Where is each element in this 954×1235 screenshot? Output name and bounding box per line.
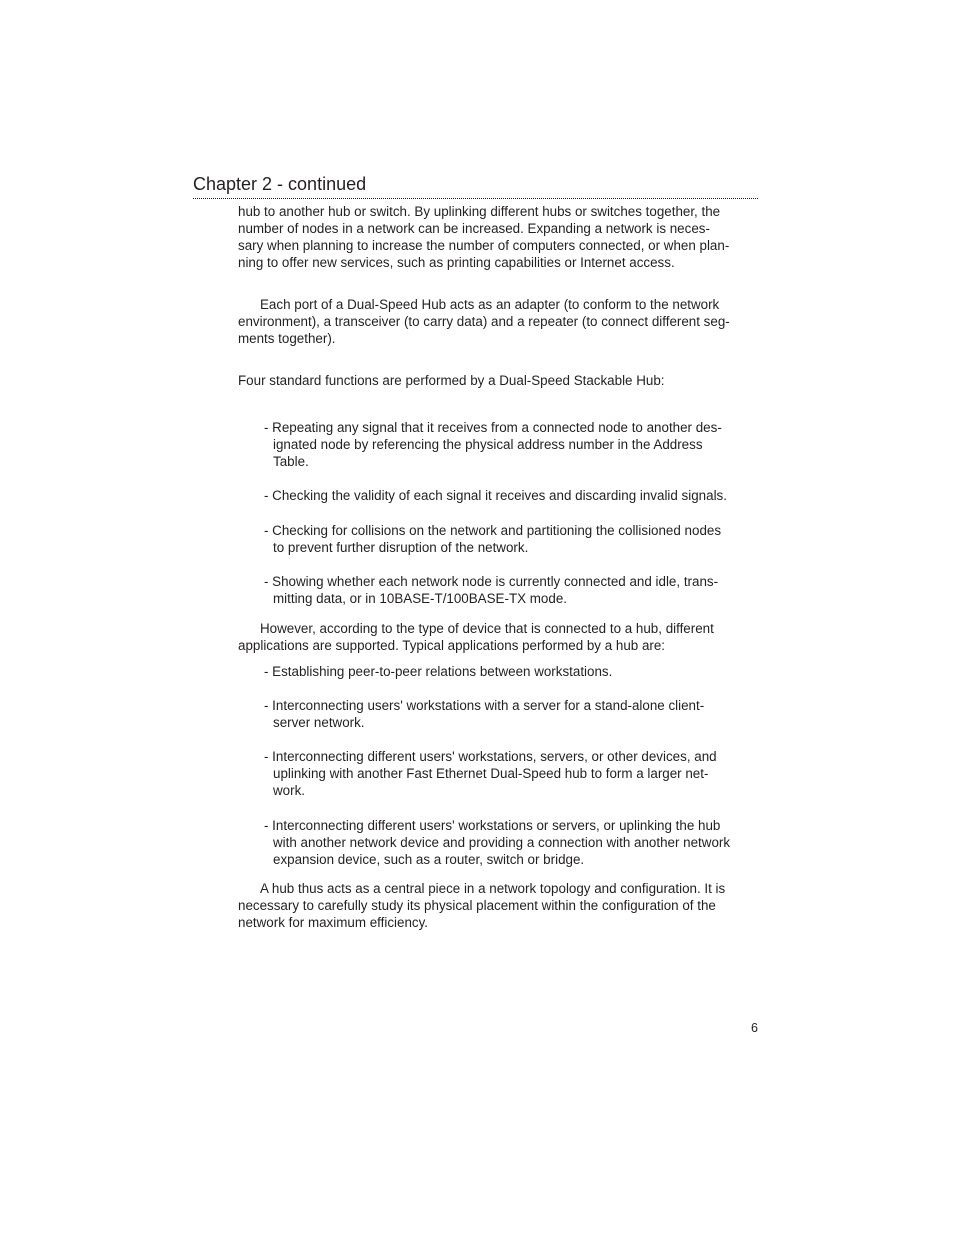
text-line: ments together). (238, 331, 336, 346)
text-line: expansion device, such as a router, switch or bridge. (273, 852, 585, 867)
text-line: to prevent further disruption of the network. (273, 540, 529, 555)
text-line: However, according to the type of device that is connected to a hub, different (260, 621, 714, 636)
list-item-function (264, 487, 764, 504)
list-item-application (264, 817, 764, 868)
text-line: - Interconnecting different users' workstations or servers, or uplinking the hub (264, 818, 721, 833)
list-item-application (264, 663, 764, 680)
text-line: Table. (273, 454, 309, 469)
list-item-function (264, 419, 764, 470)
text-line: work. (273, 783, 305, 798)
paragraph-port-roles (238, 296, 760, 347)
paragraph-conclusion (238, 880, 760, 931)
text-line: Each port of a Dual-Speed Hub acts as an adapter (to conform to the network (260, 297, 720, 312)
page-number: 6 (751, 1021, 758, 1035)
text-line: necessary to carefully study its physical placement within the configuration of the (238, 898, 716, 913)
page-title: Chapter 2 - continued (193, 173, 758, 199)
text-line: - Interconnecting users' workstations with a server for a stand-alone client- (264, 698, 705, 713)
text-line: Four standard functions are performed by a Dual-Speed Stackable Hub: (238, 373, 665, 388)
text-line: - Establishing peer-to-peer relations between workstations. (264, 664, 613, 679)
list-item-function (264, 522, 764, 556)
text-line: uplinking with another Fast Ethernet Dual-Speed hub to form a larger net- (273, 766, 709, 781)
text-line: applications are supported. Typical applications performed by a hub are: (238, 638, 666, 653)
text-line: - Showing whether each network node is currently connected and idle, trans- (264, 574, 719, 589)
text-line: with another network device and providing a connection with another network (273, 835, 731, 850)
list-item-application (264, 748, 764, 799)
text-line: - Checking for collisions on the network and partitioning the collisioned nodes (264, 523, 722, 538)
text-line: server network. (273, 715, 365, 730)
paragraph-intro (238, 203, 760, 271)
text-line: ning to offer new services, such as printing capabilities or Internet access. (238, 255, 675, 270)
text-line: hub to another hub or switch. By uplinking different hubs or switches together, the (238, 204, 721, 219)
text-line: A hub thus acts as a central piece in a network topology and configuration. It is (260, 881, 726, 896)
text-line: ignated node by referencing the physical address number in the Address (273, 437, 703, 452)
text-line: environment), a transceiver (to carry data) and a repeater (to connect different seg- (238, 314, 730, 329)
text-line: mitting data, or in 10BASE-T/100BASE-TX mode. (273, 591, 567, 606)
text-line: - Repeating any signal that it receives from a connected node to another des- (264, 420, 722, 435)
paragraph-applications-intro (238, 620, 760, 654)
text-line: sary when planning to increase the number of computers connected, or when plan- (238, 238, 730, 253)
paragraph-functions-intro (238, 372, 760, 389)
text-line: network for maximum efficiency. (238, 915, 429, 930)
list-item-application (264, 697, 764, 731)
text-line: - Interconnecting different users' workstations, servers, or other devices, and (264, 749, 717, 764)
text-line: number of nodes in a network can be increased. Expanding a network is neces- (238, 221, 710, 236)
list-item-function (264, 573, 764, 607)
text-line: - Checking the validity of each signal it receives and discarding invalid signals. (264, 488, 727, 503)
